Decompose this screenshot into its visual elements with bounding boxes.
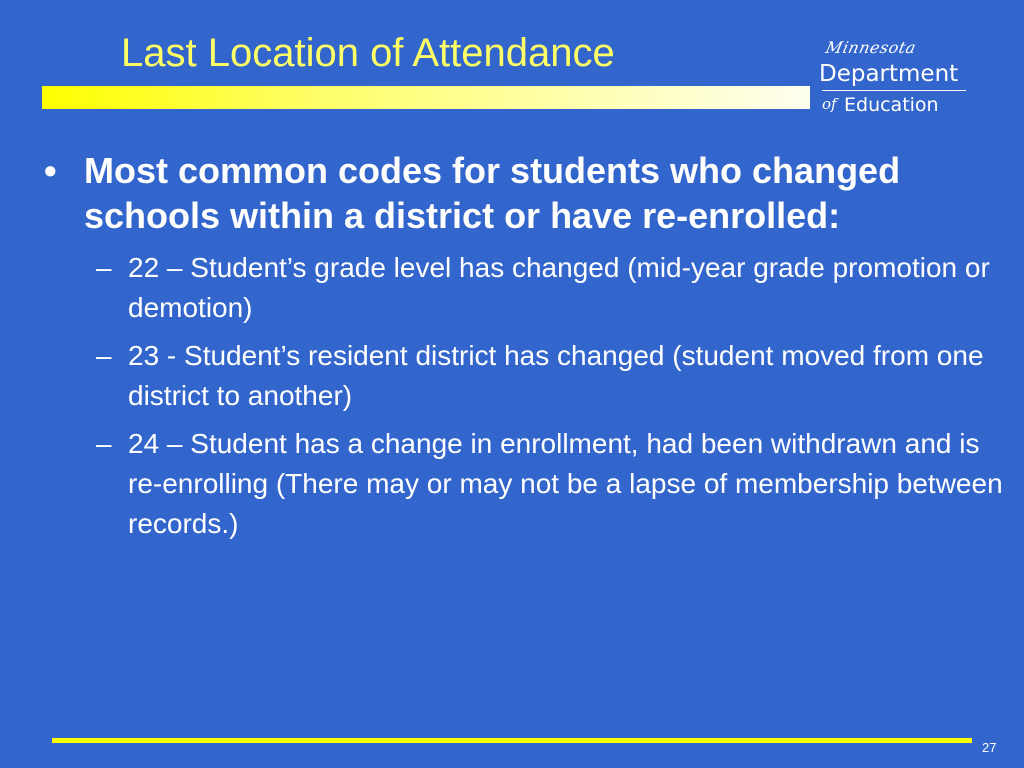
main-bullet-text: Most common codes for students who changed schools within a district or have re-enrolled:	[84, 150, 901, 236]
main-bullet	[44, 148, 1004, 238]
dash-bullet-icon: –	[96, 340, 112, 371]
page-number: 27	[982, 740, 997, 755]
slide-title: Last Location of Attendance	[121, 31, 615, 75]
title-underline-bar	[42, 86, 810, 109]
dash-bullet-icon: –	[96, 428, 112, 459]
logo-education-text: Education	[844, 94, 939, 116]
logo-divider	[822, 90, 966, 91]
dash-bullet-icon: –	[96, 252, 112, 283]
sub-bullet-text: 22 – Student’s grade level has changed (mid-year grade promotion or demotion)	[128, 252, 990, 323]
sub-bullet-24	[44, 424, 1004, 544]
mde-logo	[812, 38, 972, 124]
logo-of-text: of	[822, 95, 837, 113]
sub-bullet-text: 23 - Student’s resident district has changed (student moved from one district to another)	[128, 340, 984, 411]
sub-bullet-22	[44, 248, 1004, 328]
footer-accent-line	[52, 738, 972, 743]
slide-body	[44, 148, 1004, 552]
bullet-dot-icon: •	[44, 150, 57, 191]
logo-department-text: Department	[819, 61, 959, 87]
sub-bullet-23	[44, 336, 1004, 416]
sub-bullet-list	[44, 248, 1004, 544]
sub-bullet-text: 24 – Student has a change in enrollment, had been withdrawn and is re-enrolling (There may or may not be a lapse of membership between records.)	[128, 428, 1003, 539]
logo-script-minnesota: Minnesota	[824, 38, 919, 57]
